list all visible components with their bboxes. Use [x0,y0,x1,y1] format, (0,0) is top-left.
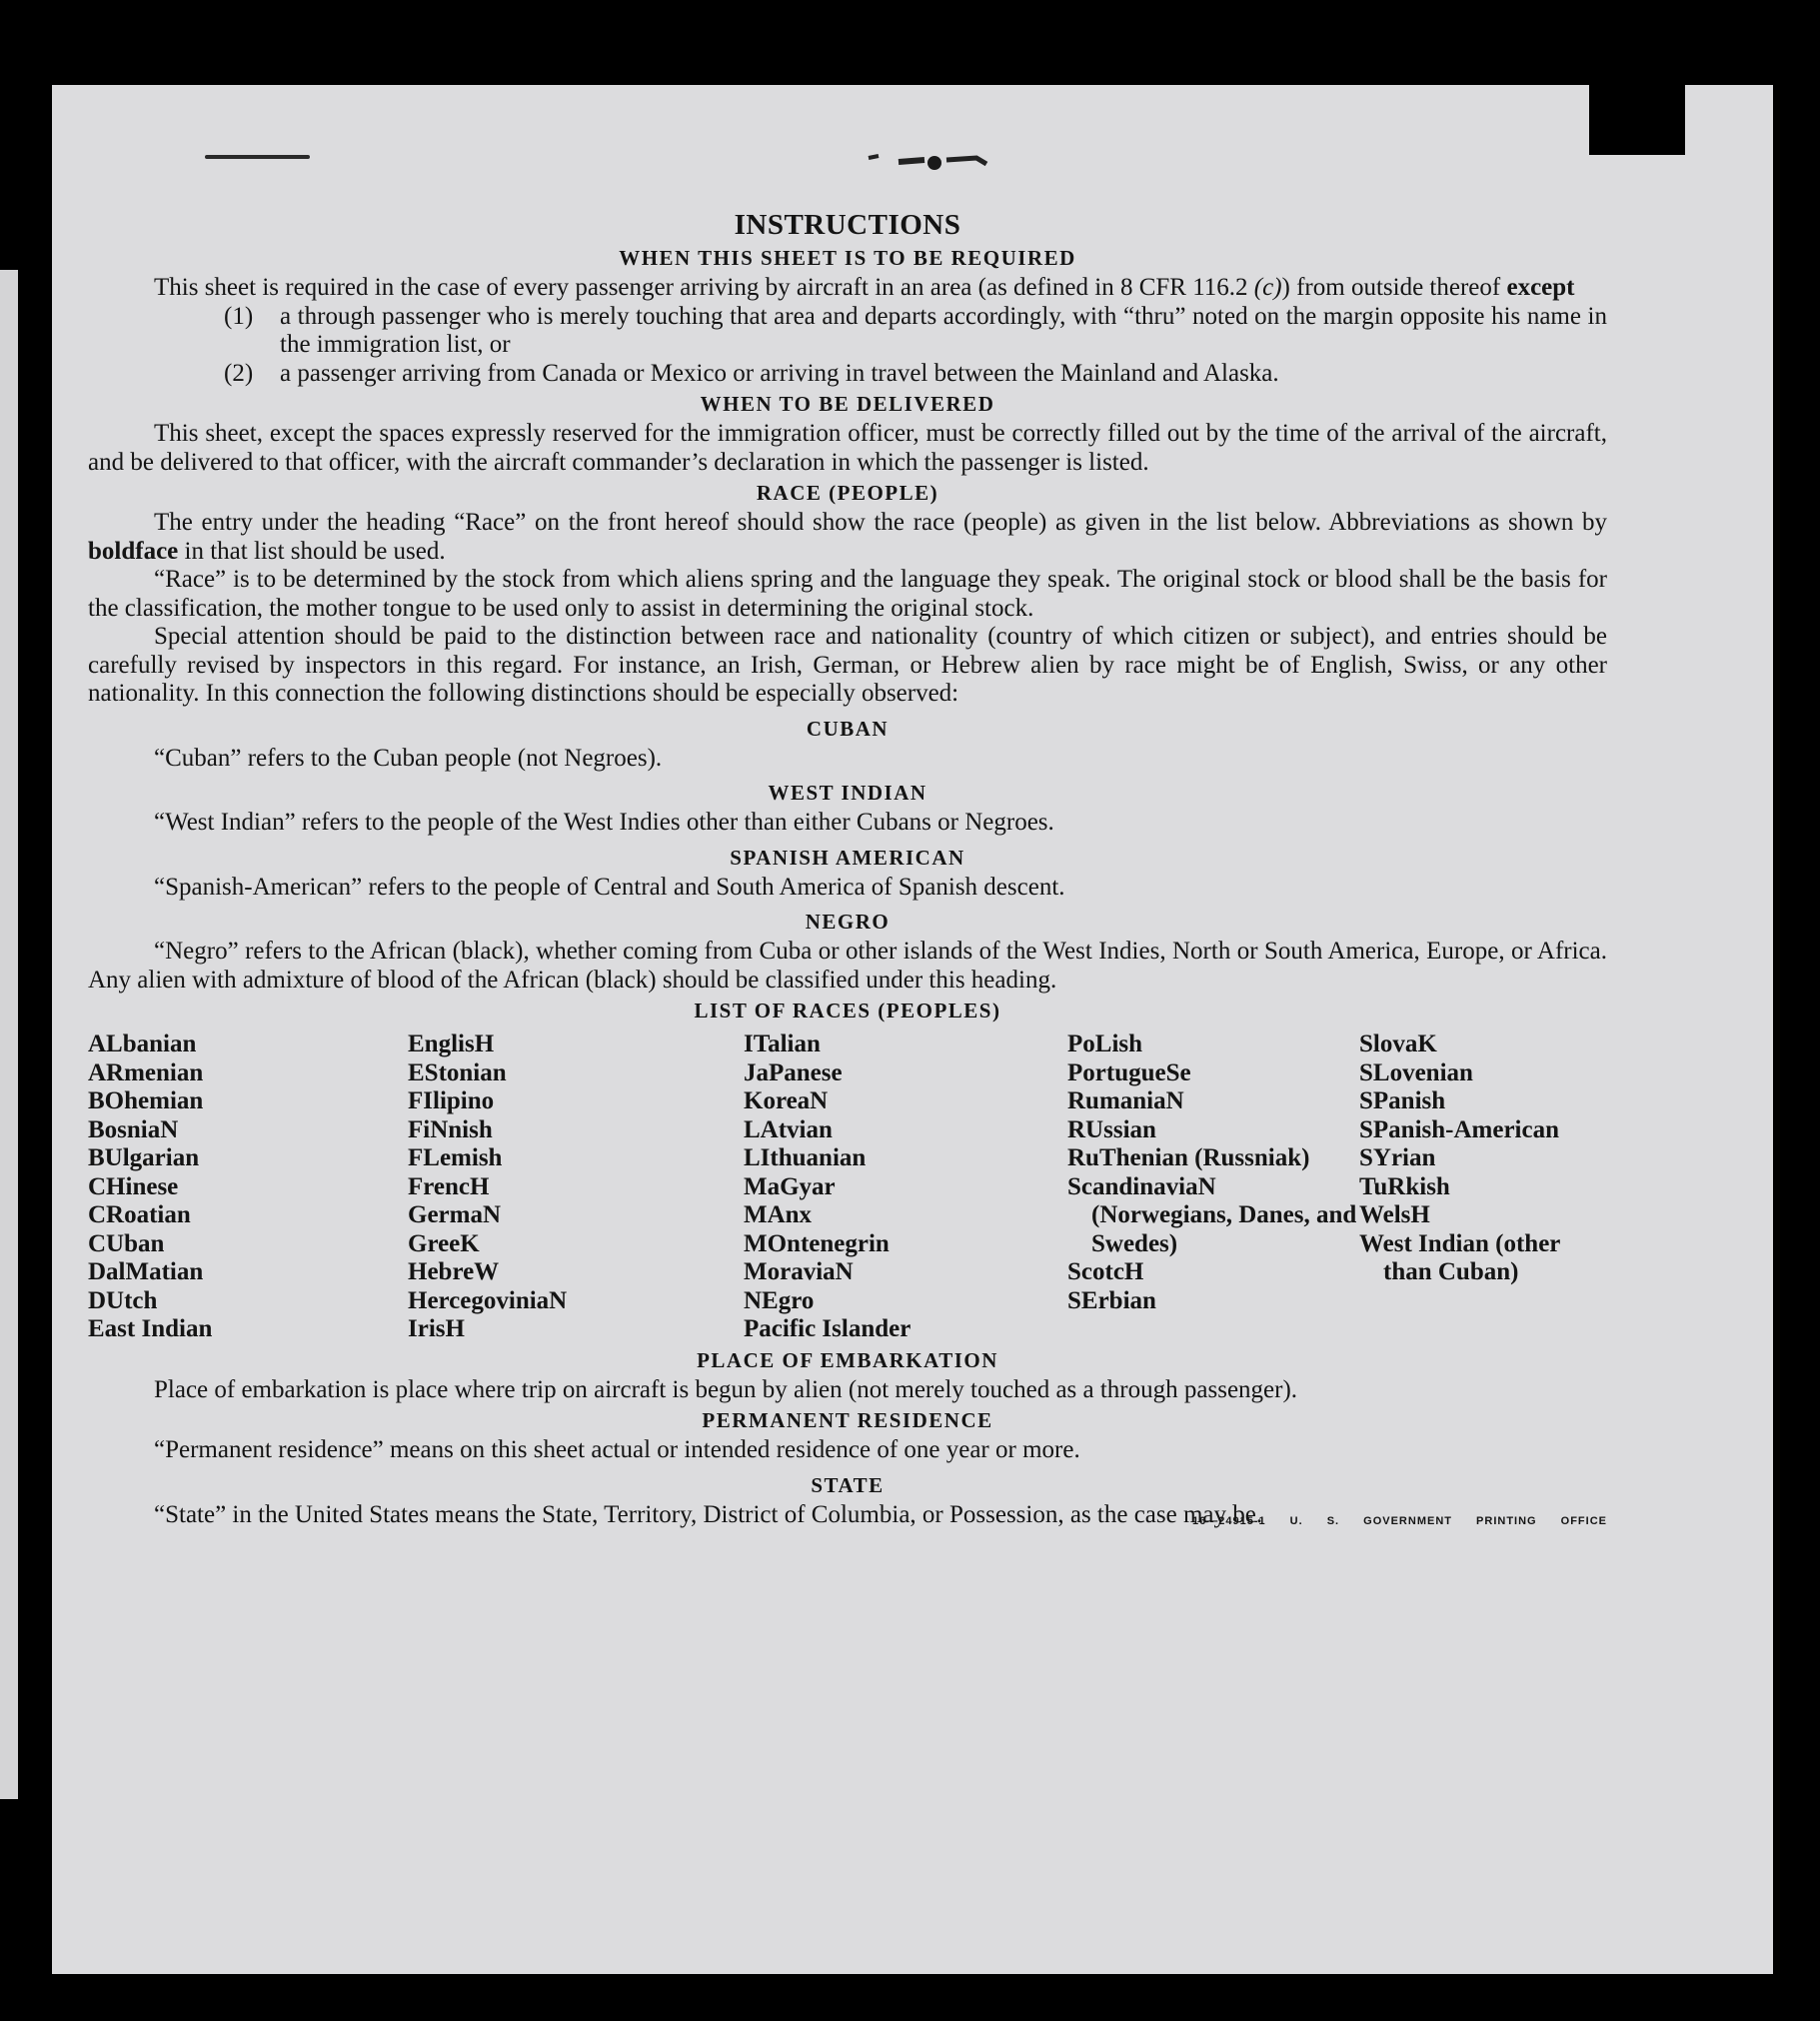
race-entry: GreeK [408,1229,480,1257]
when-required-paragraph [88,274,1607,303]
race-entry: ScotcH [1067,1258,1144,1285]
exception-item-2 [224,360,1607,389]
race-entry: EStonian [408,1058,507,1086]
race-entry: SPanish-American [1359,1115,1559,1143]
heading-spanish-american: SPANISH AMERICAN [730,845,965,870]
state-paragraph: “State” in the United States means the State, Territory, District of Columbia, or Possession, as the case may be. [154,1500,1263,1528]
place-of-embarkation-paragraph: Place of embarkation is place where trip on aircraft is begun by alien (not merely touched as a through passenger). [154,1375,1298,1403]
race-entry: PoLish [1067,1030,1143,1057]
race-p1-text-b: in that list should be used. [178,537,446,565]
permanent-residence-paragraph: “Permanent residence” means on this sheet actual or intended residence of one year or more. [154,1436,1080,1463]
race-entry: KoreaN [744,1087,829,1114]
race-entry: GermaN [408,1201,502,1228]
ink-mark-center [865,150,1014,172]
exception-number: (2) [224,359,254,387]
race-entry: SlovaK [1359,1030,1437,1057]
race-entry: ITalian [744,1030,821,1057]
west-indian-paragraph: “West Indian” refers to the people of the West Indies other than either Cubans or Negroes. [154,809,1054,836]
race-column-5 [1359,1030,1607,1344]
race-entry: RumaniaN [1067,1087,1184,1114]
race-entry: SErbian [1067,1286,1156,1314]
race-entry: RUssian [1067,1115,1156,1143]
cfr-subsection: (c) [1253,274,1282,301]
document-content [88,208,1607,1536]
race-entry: HebreW [408,1258,500,1285]
race-entry: SLovenian [1359,1058,1473,1086]
race-entry: West Indian (other than Cuban) [1359,1229,1560,1285]
exception-item-1 [224,303,1607,360]
race-entry: Pacific Islander [744,1315,911,1342]
race-entry: HercegoviniaN [408,1286,568,1314]
heading-race: RACE (PEOPLE) [756,481,939,505]
adjacent-page-edge [0,270,18,1799]
race-entry: FIlipino [408,1087,495,1114]
race-entry: SPanish [1359,1087,1446,1114]
race-entry: ALbanian [88,1030,197,1057]
race-entry: CRoatian [88,1201,191,1228]
heading-negro: NEGRO [805,910,891,934]
race-p1-text-a: The entry under the heading “Race” on the front hereof should show the race (people) as given in the list below. Abbreviations as shown by [154,509,1607,536]
print-code: 16—24915-1 U. S. GOVERNMENT PRINTING OFFICE [1191,1515,1607,1527]
race-entry: NEgro [744,1286,815,1314]
spanish-american-paragraph: “Spanish-American” refers to the people of Central and South America of Spanish descent. [154,873,1065,901]
race-column-2 [408,1030,744,1344]
race-entry: ARmenian [88,1058,204,1086]
race-entry: EnglisH [408,1030,495,1057]
race-entry: TuRkish [1359,1172,1450,1200]
race-entry: FiNnish [408,1115,493,1143]
race-entry: ScandinaviaN (Norwegians, Danes, and Swedes) [1067,1172,1357,1257]
race-entry: BOhemian [88,1087,204,1114]
exception-text: a through passenger who is merely touching that area and departs accordingly, with “thru” noted on the margin opposite his name in the immigration list, or [280,302,1607,358]
race-entry: MaGyar [744,1172,836,1200]
corner-tab [1589,85,1685,155]
race-paragraph-1 [88,509,1607,566]
race-entry: East Indian [88,1315,213,1342]
when-delivered-paragraph: This sheet, except the spaces expressly reserved for the immigration officer, must be correctly filled out by the time of the arrival of the aircraft, and be delivered to that officer, with the aircraft commander’s declaration in which the passenger is listed. [88,420,1607,476]
race-entry: FrencH [408,1172,490,1200]
race-entry: MOntenegrin [744,1229,890,1257]
race-column-3 [744,1030,1067,1344]
race-entry: RuThenian (Russniak) [1067,1144,1310,1171]
heading-place-of-embarkation: PLACE OF EMBARKATION [697,1347,998,1372]
race-entry: DalMatian [88,1258,204,1285]
race-paragraph-2: “Race” is to be determined by the stock from which aliens spring and the language they speak. The original stock or blood shall be the basis for the classification, the mother tongue to be used only to assist in determining the original stock. [88,566,1607,622]
heading-west-indian: WEST INDIAN [768,781,927,805]
heading-list-of-races: LIST OF RACES (PEOPLES) [694,999,1001,1022]
race-column-1 [88,1030,408,1344]
race-entry: DUtch [88,1286,158,1314]
heading-when-required: WHEN THIS SHEET IS TO BE REQUIRED [619,246,1076,270]
race-entry: BosniaN [88,1115,179,1143]
race-entry: WelsH [1359,1201,1430,1228]
page-title: INSTRUCTIONS [734,209,961,241]
race-entry: JaPanese [744,1058,843,1086]
exception-text: a passenger arriving from Canada or Mexico or arriving in travel between the Mainland and Alaska. [280,359,1279,387]
race-entry: FLemish [408,1144,503,1171]
except-word: except [1506,274,1575,301]
cuban-paragraph: “Cuban” refers to the Cuban people (not Negroes). [154,744,663,772]
race-entry: LIthuanian [744,1144,867,1171]
when-required-text-a: This sheet is required in the case of every passenger arriving by aircraft in an area (as defined in 8 CFR 116.2 [154,274,1254,301]
race-entry: LAtvian [744,1115,833,1143]
race-entry: SYrian [1359,1144,1436,1171]
race-entry: CUban [88,1229,165,1257]
race-entry: MAnx [744,1201,813,1228]
race-list [88,1030,1607,1344]
heading-state: STATE [811,1472,885,1497]
race-entry: MoraviaN [744,1258,854,1285]
race-entry: IrisH [408,1315,465,1342]
race-entry: BUlgarian [88,1144,200,1171]
ink-mark-left [205,155,310,159]
heading-cuban: CUBAN [806,716,890,741]
race-entry: CHinese [88,1172,179,1200]
when-required-text-b: ) from outside thereof [1281,274,1507,301]
race-entry: PortugueSe [1067,1058,1191,1086]
race-paragraph-3: Special attention should be paid to the distinction between race and nationality (country of which citizen or subject), and entries should be carefully revised by inspectors in this regard. For instance, an Irish, German, or Hebrew alien by race might be of English, Swiss, or any other nationality. In this connection the following distinctions should be especially observed: [88,623,1607,707]
exception-number: (1) [224,302,254,330]
boldface-word: boldface [88,537,179,565]
heading-when-delivered: WHEN TO BE DELIVERED [700,392,995,416]
negro-paragraph: “Negro” refers to the African (black), whether coming from Cuba or other islands of the West Indies, North or South America, Europe, or Africa. Any alien with admixture of blood of the African (black) should be classified under this heading. [88,938,1607,994]
heading-permanent-residence: PERMANENT RESIDENCE [702,1408,993,1432]
race-column-4 [1067,1030,1359,1344]
